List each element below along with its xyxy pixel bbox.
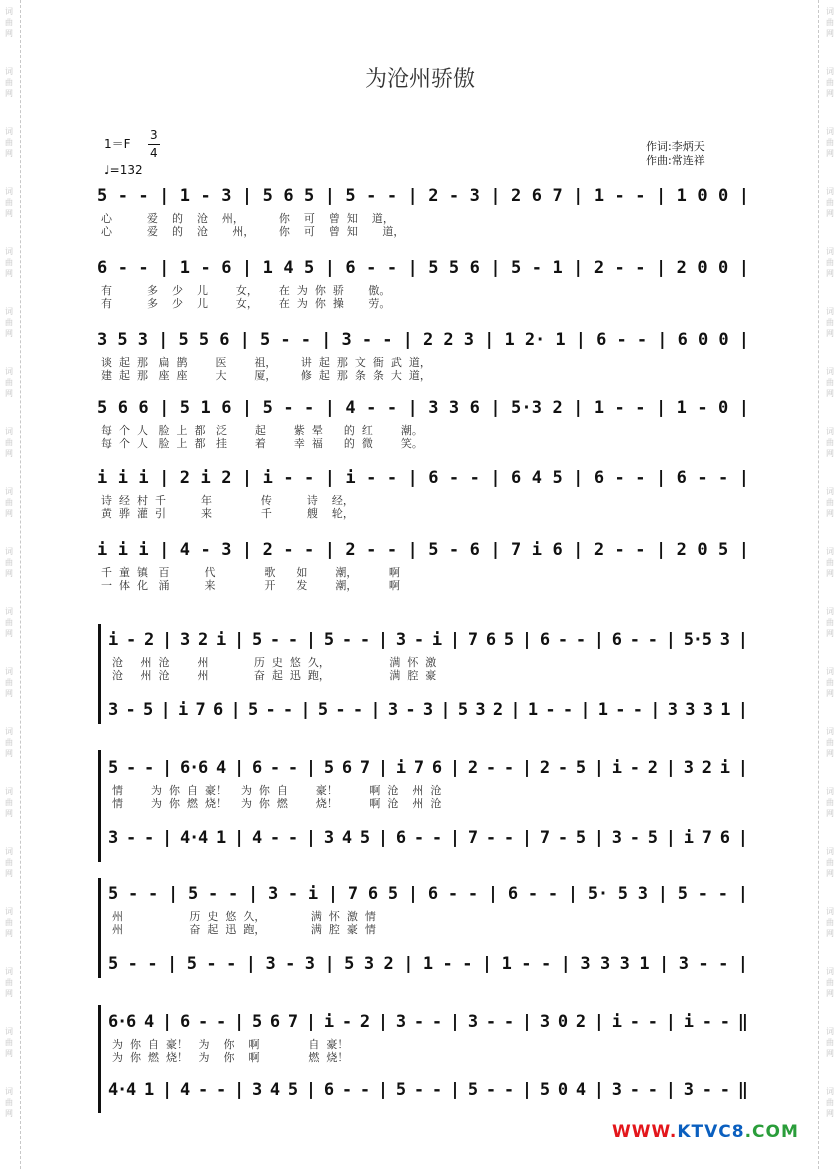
system-brace-4 <box>98 1005 106 1113</box>
note-line <box>97 330 749 356</box>
watermark-text: 词 曲 网 <box>826 67 834 98</box>
watermark-text: 词 曲 网 <box>5 7 13 38</box>
note-line <box>108 1080 748 1106</box>
lyric-verse-1: 州 历 史 悠 久， 满 怀 激 情 <box>112 910 376 923</box>
note-line <box>108 884 748 910</box>
watermark-text: 词 曲 网 <box>826 127 834 158</box>
lyric-verse-2: 沧 州 沧 州 奋 起 迅 跑， 满 腔 豪 <box>112 669 437 682</box>
lyric-verse-2: 一 体 化 涌 来 开 发 潮， 啊 <box>101 579 400 592</box>
note-line <box>108 828 748 854</box>
jianpu-notes: 6·6 4 | 6 - - | 5 6 7 | i - 2 | 3 - - | 3 - - | 3 0 2 | i - - | i - - ‖ <box>108 1012 747 1032</box>
lyric-verse-1: 每 个 人 脸 上 都 泛 起 紫 晕 的 红 潮。 <box>101 424 423 437</box>
watermark-text: 词 曲 网 <box>826 1087 834 1118</box>
note-line <box>97 398 749 424</box>
watermark-text: 词 曲 网 <box>5 127 13 158</box>
lyric-verse-1: 心 爱 的 沧 州， 你 可 曾 知 道， <box>101 212 394 225</box>
watermark-text: 词 曲 网 <box>5 607 13 638</box>
tempo-marking: ♩=132 <box>104 163 143 177</box>
jianpu-notes: 3 - 5 | i 7 6 | 5 - - | 5 - - | 3 - 3 | 5 3 2 | 1 - - | 1 - - | 3 3 3 1 | <box>108 700 747 720</box>
left-watermark-column <box>3 6 15 1146</box>
logo-brand: KTVC8 <box>677 1122 745 1142</box>
jianpu-notes: 5 6 6 | 5 1 6 | 5 - - | 4 - - | 3 3 6 | 5·3 2 | 1 - - | 1 - 0 | <box>97 398 750 418</box>
watermark-text: 词 曲 网 <box>826 367 834 398</box>
note-line <box>97 540 749 566</box>
watermark-text: 词 曲 网 <box>5 727 13 758</box>
system-brace-1 <box>98 624 106 724</box>
watermark-text: 词 曲 网 <box>5 247 13 278</box>
watermark-text: 词 曲 网 <box>826 247 834 278</box>
note-line <box>97 258 749 284</box>
watermark-text: 词 曲 网 <box>826 7 834 38</box>
lyricist-credit: 作词:李炳天 <box>646 140 705 153</box>
time-signature-top: 3 <box>150 128 158 142</box>
jianpu-notes: 5 - - | 1 - 3 | 5 6 5 | 5 - - | 2 - 3 | 2 6 7 | 1 - - | 1 0 0 | <box>97 186 750 206</box>
composer-credit: 作曲:常连祥 <box>646 154 705 167</box>
watermark-text: 词 曲 网 <box>5 787 13 818</box>
watermark-text: 词 曲 网 <box>826 1027 834 1058</box>
watermark-text: 词 曲 网 <box>5 907 13 938</box>
jianpu-notes: i i i | 4 - 3 | 2 - - | 2 - - | 5 - 6 | 7 i 6 | 2 - - | 2 0 5 | <box>97 540 750 560</box>
song-title: 为沧州骄傲 <box>364 67 475 92</box>
watermark-text: 词 曲 网 <box>826 787 834 818</box>
watermark-text: 词 曲 网 <box>5 187 13 218</box>
watermark-text: 词 曲 网 <box>826 667 834 698</box>
jianpu-notes: 6 - - | 1 - 6 | 1 4 5 | 6 - - | 5 5 6 | 5 - 1 | 2 - - | 2 0 0 | <box>97 258 750 278</box>
watermark-text: 词 曲 网 <box>826 487 834 518</box>
lyric-verse-1: 情 为 你 自 豪！ 为 你 自 豪！ 啊 沧 州 沧 <box>112 784 442 797</box>
watermark-text: 词 曲 网 <box>5 427 13 458</box>
key-signature: 1＝F <box>104 137 131 151</box>
jianpu-notes: 5 - - | 5 - - | 3 - 3 | 5 3 2 | 1 - - | 1 - - | 3 3 3 1 | 3 - - | <box>108 954 748 974</box>
watermark-text: 词 曲 网 <box>5 67 13 98</box>
note-line <box>108 630 748 656</box>
note-line <box>108 1012 748 1038</box>
watermark-text: 词 曲 网 <box>5 1027 13 1058</box>
watermark-text: 词 曲 网 <box>5 1087 13 1118</box>
lyric-verse-1: 有 多 少 儿 女， 在 为 你 骄 傲。 <box>101 284 391 297</box>
watermark-text: 词 曲 网 <box>5 667 13 698</box>
watermark-text: 词 曲 网 <box>5 967 13 998</box>
watermark-text: 词 曲 网 <box>826 727 834 758</box>
time-signature-line <box>148 144 160 145</box>
note-line <box>97 186 749 212</box>
watermark-text: 词 曲 网 <box>5 367 13 398</box>
jianpu-notes: 3 5 3 | 5 5 6 | 5 - - | 3 - - | 2 2 3 | 1 2· 1 | 6 - - | 6 0 0 | <box>97 330 749 350</box>
lyric-verse-2: 为 你 燃 烧！ 为 你 啊 燃 烧！ <box>112 1051 349 1064</box>
system-brace-3 <box>98 878 106 978</box>
left-margin-rule <box>20 0 21 1169</box>
lyric-verse-2: 有 多 少 儿 女， 在 为 你 操 劳。 <box>101 297 391 310</box>
note-line <box>108 700 748 726</box>
lyric-verse-1: 谈 起 那 扁 鹊 医 祖， 讲 起 那 文 衙 武 道， <box>101 356 431 369</box>
right-margin-rule <box>818 0 819 1169</box>
jianpu-notes: 5 - - | 6·6 4 | 6 - - | 5 6 7 | i 7 6 | 2 - - | 2 - 5 | i - 2 | 3 2 i | <box>108 758 747 778</box>
lyric-verse-1: 诗 经 村 千 年 传 诗 经， <box>101 494 354 507</box>
lyric-verse-2: 心 爱 的 沧 州， 你 可 曾 知 道， <box>101 225 405 238</box>
right-watermark-column <box>824 6 836 1146</box>
lyric-verse-2: 情 为 你 燃 烧！ 为 你 燃 烧！ 啊 沧 州 沧 <box>112 797 442 810</box>
system-brace-2 <box>98 750 106 862</box>
watermark-text: 词 曲 网 <box>826 547 834 578</box>
watermark-text: 词 曲 网 <box>826 187 834 218</box>
jianpu-notes: 5 - - | 5 - - | 3 - i | 7 6 5 | 6 - - | 6 - - | 5· 5 3 | 5 - - | <box>108 884 748 904</box>
site-logo <box>612 1122 799 1142</box>
watermark-text: 词 曲 网 <box>5 487 13 518</box>
logo-suffix: .COM <box>744 1122 799 1142</box>
note-line <box>97 468 749 494</box>
watermark-text: 词 曲 网 <box>5 847 13 878</box>
lyric-verse-1: 为 你 自 豪！ 为 你 啊 自 豪！ <box>112 1038 349 1051</box>
watermark-text: 词 曲 网 <box>5 307 13 338</box>
watermark-text: 词 曲 网 <box>826 847 834 878</box>
lyric-verse-2: 建 起 那 座 座 大 厦， 修 起 那 条 条 大 道， <box>101 369 431 382</box>
watermark-text: 词 曲 网 <box>826 967 834 998</box>
time-signature-bottom: 4 <box>150 146 158 160</box>
lyric-verse-1: 沧 州 沧 州 历 史 悠 久， 满 怀 激 <box>112 656 437 669</box>
watermark-text: 词 曲 网 <box>826 607 834 638</box>
jianpu-notes: i - 2 | 3 2 i | 5 - - | 5 - - | 3 - i | 7 6 5 | 6 - - | 6 - - | 5·5 3 | <box>108 630 747 650</box>
jianpu-notes: 4·4 1 | 4 - - | 3 4 5 | 6 - - | 5 - - | 5 - - | 5 0 4 | 3 - - | 3 - - ‖ <box>108 1080 747 1100</box>
note-line <box>108 954 748 980</box>
lyric-verse-2: 州 奋 起 迅 跑， 满 腔 豪 情 <box>112 923 376 936</box>
lyric-verse-1: 千 童 镇 百 代 歌 如 潮， 啊 <box>101 566 400 579</box>
watermark-text: 词 曲 网 <box>826 307 834 338</box>
watermark-text: 词 曲 网 <box>826 907 834 938</box>
lyric-verse-2: 每 个 人 脸 上 都 挂 着 幸 福 的 微 笑。 <box>101 437 423 450</box>
watermark-text: 词 曲 网 <box>5 547 13 578</box>
jianpu-notes: 3 - - | 4·4 1 | 4 - - | 3 4 5 | 6 - - | 7 - - | 7 - 5 | 3 - 5 | i 7 6 | <box>108 828 747 848</box>
note-line <box>108 758 748 784</box>
watermark-text: 词 曲 网 <box>826 427 834 458</box>
lyric-verse-2: 黄 骅 灌 引 来 千 艘 轮， <box>101 507 354 520</box>
logo-prefix: WWW. <box>612 1122 678 1142</box>
jianpu-notes: i i i | 2 i 2 | i - - | i - - | 6 - - | 6 4 5 | 6 - - | 6 - - | <box>97 468 750 488</box>
